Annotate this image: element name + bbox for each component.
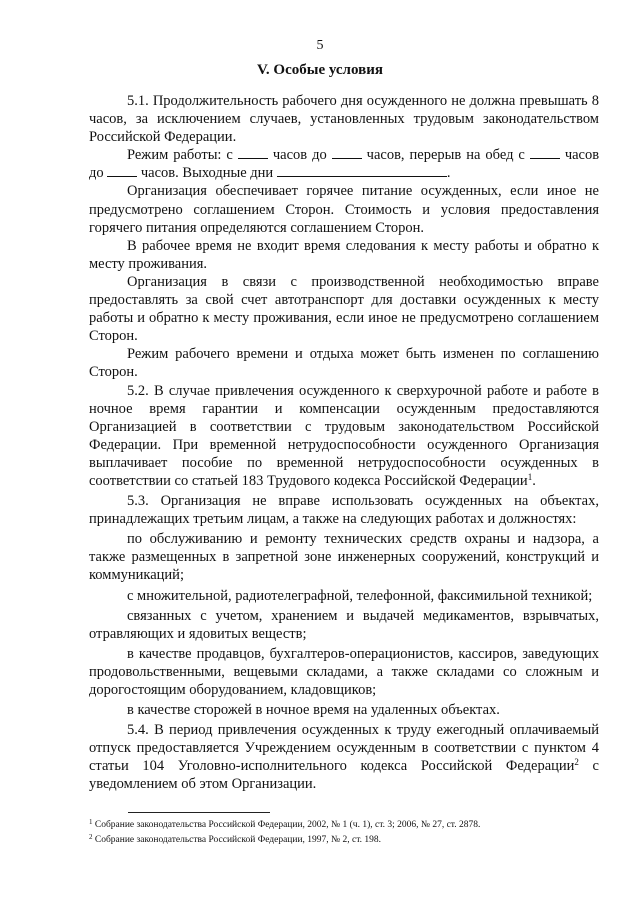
footnote-2-text: Собрание законодательства Российской Федерации, 1997, № 2, ст. 198.: [92, 835, 382, 845]
footnote-2: [89, 833, 609, 848]
schedule-text: часов до: [272, 147, 327, 164]
footnote-ref-1: 1: [527, 471, 533, 482]
paragraph-transport: Организация в связи с производственной необходимостью вправе предоставлять за свой счет автотранспорт для доставки осужденных к месту работы и обратно к месту проживания, если иное не предусмотрено соглашением Сторон.: [89, 273, 599, 345]
paragraph-5-1: 5.1. Продолжительность рабочего дня осужденного не должна превышать 8 часов, за исключением случаев, установленных трудовым законодательством Российской Федерации.: [89, 93, 599, 146]
footnote-1-text: Собрание законодательства Российской Федерации, 2002, № 1 (ч. 1), ст. 3; 2006, № 27, ст. 2878.: [92, 820, 481, 830]
paragraph-schedule-change: Режим рабочего времени и отдыха может быть изменен по соглашению Сторон.: [89, 346, 599, 381]
paragraph-travel-time: В рабочее время не входит время следования к месту работы и обратно к месту проживания.: [89, 237, 599, 272]
paragraph-5-4-text: 5.4. В период привлечения осужденных к труду ежегодный оплачиваемый отпуск предоставляется Учреждением осужденным в соответствии с пунктом 4 статьи 104 Уголовно-исполнительного кодекса Российской Федерации: [89, 722, 599, 775]
footnotes: [89, 818, 609, 848]
footnote-1-marker: 1: [89, 818, 93, 826]
paragraph-5-2: [89, 382, 599, 491]
end-hour-blank: [332, 146, 362, 159]
paragraph-5-2-text: 5.2. В случае привлечения осужденного к сверхурочной работе и работе в ночное время гарантии и компенсации осужденным предоставляются Организацией в соответствии с трудовым законодательством Российской Федерации. При временной нетрудоспособности осужденного Организация выплачивает пособие по временной нетрудоспособности осужденных в соответствии со статьей 183 Трудового кодекса Российской Федерации: [89, 382, 599, 489]
paragraph-meals: Организация обеспечивает горячее питание осужденных, если иное не предусмотрено соглашением Сторон. Стоимость и условия предоставления горячего питания определяются соглашением Сторон.: [89, 183, 599, 236]
list-item-office-equipment: с множительной, радиотелеграфной, телефонной, факсимильной техникой;: [127, 587, 593, 604]
days-off-blank: [277, 164, 447, 177]
lunch-end-blank: [107, 164, 137, 177]
footnote-1: [89, 818, 609, 833]
list-item-positions: в качестве продавцов, бухгалтеров-операционистов, кассиров, заведующих продовольственными, вещевыми складами, а также складами со сложным и дорогостоящим оборудованием, кладовщиков;: [89, 645, 599, 698]
schedule-text: часов, перерыв на обед с: [366, 147, 525, 164]
paragraph-5-4: [89, 721, 599, 793]
paragraph-work-schedule: [89, 146, 599, 182]
schedule-text: .: [446, 165, 451, 182]
list-item-medicines: связанных с учетом, хранением и выдачей медикаментов, взрывчатых, отравляющих и ядовитых веществ;: [89, 607, 599, 642]
footnote-2-marker: 2: [89, 833, 93, 841]
lunch-start-blank: [530, 146, 560, 159]
paragraph-5-2-end: .: [532, 472, 536, 489]
document-body: [89, 92, 599, 794]
paragraph-5-4-end: с уведомлением об этом Организации.: [89, 758, 599, 793]
schedule-text: часов. Выходные дни: [140, 165, 274, 182]
footnote-ref-2: 2: [574, 757, 579, 768]
footnote-divider: [128, 812, 270, 813]
list-item-watchmen: в качестве сторожей в ночное время на удаленных объектах.: [127, 702, 500, 719]
schedule-label: Режим работы: с: [127, 147, 233, 164]
list-item-security-equipment: по обслуживанию и ремонту технических средств охраны и надзора, а также размещенных в запретной зоне инженерных сооружений, конструкций и коммуникаций;: [89, 531, 599, 584]
start-hour-blank: [238, 146, 268, 159]
schedule-text: часов до: [89, 147, 600, 182]
paragraph-5-3: 5.3. Организация не вправе использовать осужденных на объектах, принадлежащих третьим лицам, а также на следующих работах и должностях:: [89, 493, 599, 528]
section-title: V. Особые условия: [257, 62, 383, 78]
page-number: 5: [316, 38, 324, 53]
